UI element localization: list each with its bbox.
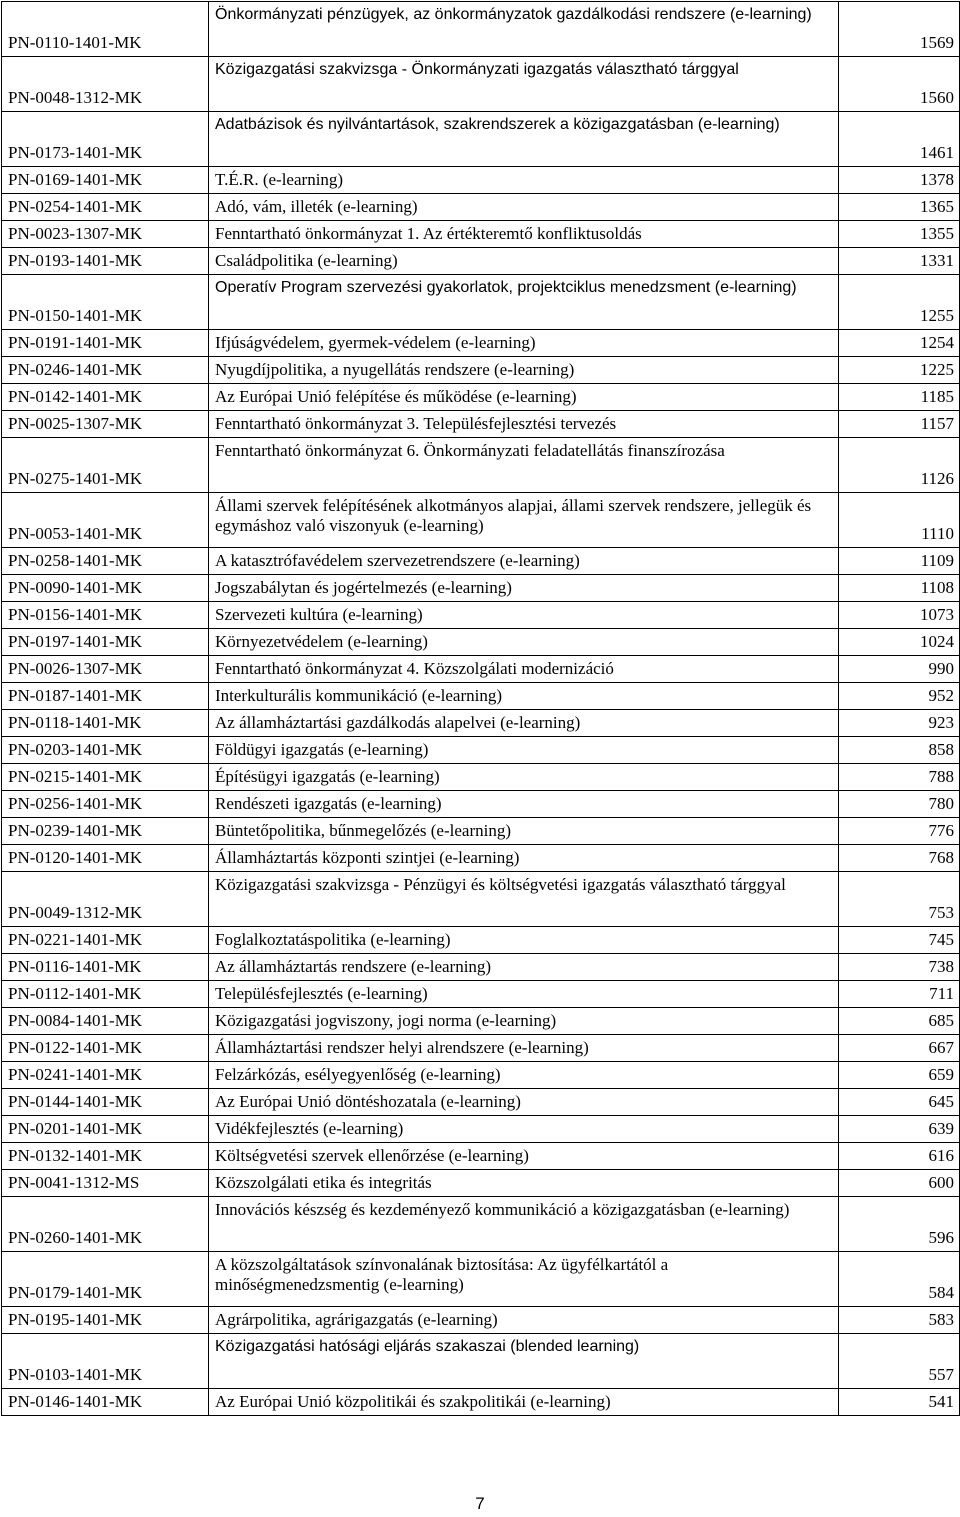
course-title-cell: Közigazgatási szakvizsga - Pénzügyi és költségvetési igazgatás választható tárggyal	[209, 872, 839, 927]
table-row	[2, 357, 960, 384]
course-code-cell: PN-0142-1401-MK	[2, 384, 209, 411]
course-title-cell: Fenntartható önkormányzat 4. Közszolgálati modernizáció	[209, 656, 839, 683]
course-title-cell: Közigazgatási hatósági eljárás szakaszai (blended learning)	[209, 1334, 839, 1389]
course-code-cell: PN-0132-1401-MK	[2, 1143, 209, 1170]
course-title-cell: Interkulturális kommunikáció (e-learning)	[209, 683, 839, 710]
table-row	[2, 818, 960, 845]
table-row	[2, 2, 960, 57]
course-title-cell: Jogszabálytan és jogértelmezés (e-learning)	[209, 575, 839, 602]
table-row	[2, 411, 960, 438]
participant-count-cell: 923	[839, 710, 960, 737]
participant-count-cell: 952	[839, 683, 960, 710]
participant-count-cell: 753	[839, 872, 960, 927]
table-row	[2, 1143, 960, 1170]
participant-count-cell: 1365	[839, 194, 960, 221]
participant-count-cell: 1569	[839, 2, 960, 57]
participant-count-cell: 596	[839, 1197, 960, 1252]
participant-count-cell: 1255	[839, 275, 960, 330]
course-code-cell: PN-0221-1401-MK	[2, 927, 209, 954]
course-code-cell: PN-0118-1401-MK	[2, 710, 209, 737]
course-title-cell: Településfejlesztés (e-learning)	[209, 981, 839, 1008]
course-code-cell: PN-0260-1401-MK	[2, 1197, 209, 1252]
course-title-cell: Fenntartható önkormányzat 1. Az értékteremtő konfliktusoldás	[209, 221, 839, 248]
course-title-cell: Családpolitika (e-learning)	[209, 248, 839, 275]
course-code-cell: PN-0201-1401-MK	[2, 1116, 209, 1143]
table-row	[2, 1089, 960, 1116]
participant-count-cell: 1185	[839, 384, 960, 411]
course-code-cell: PN-0254-1401-MK	[2, 194, 209, 221]
table-row	[2, 954, 960, 981]
table-row	[2, 438, 960, 493]
participant-count-cell: 557	[839, 1334, 960, 1389]
course-code-cell: PN-0112-1401-MK	[2, 981, 209, 1008]
table-row	[2, 112, 960, 167]
participant-count-cell: 600	[839, 1170, 960, 1197]
participant-count-cell: 1110	[839, 493, 960, 548]
course-code-cell: PN-0187-1401-MK	[2, 683, 209, 710]
course-code-cell: PN-0239-1401-MK	[2, 818, 209, 845]
course-title-cell: A közszolgáltatások színvonalának biztosítása: Az ügyfélkartától a minőségmenedzsmentig (e-learning)	[209, 1252, 839, 1307]
course-title-cell: Önkormányzati pénzügyek, az önkormányzatok gazdálkodási rendszere (e-learning)	[209, 2, 839, 57]
participant-count-cell: 788	[839, 764, 960, 791]
table-row	[2, 1197, 960, 1252]
participant-count-cell: 990	[839, 656, 960, 683]
table-row	[2, 1389, 960, 1416]
participant-count-cell: 745	[839, 927, 960, 954]
course-code-cell: PN-0025-1307-MK	[2, 411, 209, 438]
course-table-body	[2, 2, 960, 1416]
course-code-cell: PN-0256-1401-MK	[2, 791, 209, 818]
participant-count-cell: 1560	[839, 57, 960, 112]
course-code-cell: PN-0156-1401-MK	[2, 602, 209, 629]
course-title-cell: Az Európai Unió közpolitikái és szakpolitikái (e-learning)	[209, 1389, 839, 1416]
course-title-cell: Ifjúságvédelem, gyermek-védelem (e-learning)	[209, 330, 839, 357]
course-code-cell: PN-0150-1401-MK	[2, 275, 209, 330]
course-code-cell: PN-0169-1401-MK	[2, 167, 209, 194]
participant-count-cell: 1378	[839, 167, 960, 194]
participant-count-cell: 645	[839, 1089, 960, 1116]
course-title-cell: Agrárpolitika, agrárigazgatás (e-learning)	[209, 1307, 839, 1334]
course-code-cell: PN-0041-1312-MS	[2, 1170, 209, 1197]
course-code-cell: PN-0120-1401-MK	[2, 845, 209, 872]
table-row	[2, 737, 960, 764]
participant-count-cell: 1225	[839, 357, 960, 384]
participant-count-cell: 616	[839, 1143, 960, 1170]
course-code-cell: PN-0241-1401-MK	[2, 1062, 209, 1089]
participant-count-cell: 1254	[839, 330, 960, 357]
course-code-cell: PN-0048-1312-MK	[2, 57, 209, 112]
table-row	[2, 845, 960, 872]
table-row	[2, 194, 960, 221]
course-title-cell: Foglalkoztatáspolitika (e-learning)	[209, 927, 839, 954]
table-row	[2, 384, 960, 411]
table-row	[2, 656, 960, 683]
course-code-cell: PN-0144-1401-MK	[2, 1089, 209, 1116]
participant-count-cell: 667	[839, 1035, 960, 1062]
course-code-cell: PN-0023-1307-MK	[2, 221, 209, 248]
table-row	[2, 1170, 960, 1197]
course-title-cell: Földügyi igazgatás (e-learning)	[209, 737, 839, 764]
course-title-cell: A katasztrófavédelem szervezetrendszere (e-learning)	[209, 548, 839, 575]
participant-count-cell: 1355	[839, 221, 960, 248]
page-number: 7	[475, 1494, 485, 1513]
course-title-cell: Államháztartás központi szintjei (e-learning)	[209, 845, 839, 872]
table-row	[2, 981, 960, 1008]
table-row	[2, 1307, 960, 1334]
course-code-cell: PN-0084-1401-MK	[2, 1008, 209, 1035]
course-title-cell: Innovációs készség és kezdeményező kommunikáció a közigazgatásban (e-learning)	[209, 1197, 839, 1252]
course-title-cell: Állami szervek felépítésének alkotmányos alapjai, állami szervek rendszere, jellegük és egymáshoz való viszonyuk (e-learning)	[209, 493, 839, 548]
course-code-cell: PN-0197-1401-MK	[2, 629, 209, 656]
table-row	[2, 275, 960, 330]
participant-count-cell: 584	[839, 1252, 960, 1307]
course-title-cell: Az Európai Unió döntéshozatala (e-learning)	[209, 1089, 839, 1116]
table-row	[2, 1116, 960, 1143]
course-title-cell: Adó, vám, illeték (e-learning)	[209, 194, 839, 221]
participant-count-cell: 711	[839, 981, 960, 1008]
participant-count-cell: 1461	[839, 112, 960, 167]
participant-count-cell: 583	[839, 1307, 960, 1334]
course-title-cell: Költségvetési szervek ellenőrzése (e-learning)	[209, 1143, 839, 1170]
course-title-cell: Operatív Program szervezési gyakorlatok, projektciklus menedzsment (e-learning)	[209, 275, 839, 330]
course-code-cell: PN-0191-1401-MK	[2, 330, 209, 357]
table-row	[2, 575, 960, 602]
course-table	[1, 1, 960, 1416]
table-row	[2, 493, 960, 548]
course-code-cell: PN-0258-1401-MK	[2, 548, 209, 575]
table-row	[2, 1035, 960, 1062]
table-row	[2, 548, 960, 575]
table-row	[2, 57, 960, 112]
course-title-cell: Fenntartható önkormányzat 3. Településfejlesztési tervezés	[209, 411, 839, 438]
course-title-cell: Az államháztartási gazdálkodás alapelvei (e-learning)	[209, 710, 839, 737]
course-title-cell: Nyugdíjpolitika, a nyugellátás rendszere (e-learning)	[209, 357, 839, 384]
course-code-cell: PN-0246-1401-MK	[2, 357, 209, 384]
table-row	[2, 330, 960, 357]
table-row	[2, 1062, 960, 1089]
course-title-cell: T.É.R. (e-learning)	[209, 167, 839, 194]
table-row	[2, 791, 960, 818]
course-title-cell: Az államháztartás rendszere (e-learning)	[209, 954, 839, 981]
participant-count-cell: 1024	[839, 629, 960, 656]
participant-count-cell: 768	[839, 845, 960, 872]
course-code-cell: PN-0179-1401-MK	[2, 1252, 209, 1307]
course-title-cell: Büntetőpolitika, bűnmegelőzés (e-learning)	[209, 818, 839, 845]
course-title-cell: Az Európai Unió felépítése és működése (e-learning)	[209, 384, 839, 411]
course-code-cell: PN-0193-1401-MK	[2, 248, 209, 275]
participant-count-cell: 1073	[839, 602, 960, 629]
participant-count-cell: 738	[839, 954, 960, 981]
course-code-cell: PN-0203-1401-MK	[2, 737, 209, 764]
participant-count-cell: 639	[839, 1116, 960, 1143]
table-row	[2, 248, 960, 275]
course-code-cell: PN-0053-1401-MK	[2, 493, 209, 548]
course-code-cell: PN-0103-1401-MK	[2, 1334, 209, 1389]
participant-count-cell: 780	[839, 791, 960, 818]
table-row	[2, 1252, 960, 1307]
table-row	[2, 602, 960, 629]
course-title-cell: Szervezeti kultúra (e-learning)	[209, 602, 839, 629]
course-code-cell: PN-0146-1401-MK	[2, 1389, 209, 1416]
table-row	[2, 1008, 960, 1035]
table-row	[2, 1334, 960, 1389]
table-row	[2, 710, 960, 737]
course-code-cell: PN-0049-1312-MK	[2, 872, 209, 927]
course-title-cell: Rendészeti igazgatás (e-learning)	[209, 791, 839, 818]
table-row	[2, 872, 960, 927]
course-title-cell: Államháztartási rendszer helyi alrendszere (e-learning)	[209, 1035, 839, 1062]
course-code-cell: PN-0173-1401-MK	[2, 112, 209, 167]
participant-count-cell: 659	[839, 1062, 960, 1089]
course-code-cell: PN-0110-1401-MK	[2, 2, 209, 57]
course-title-cell: Építésügyi igazgatás (e-learning)	[209, 764, 839, 791]
course-title-cell: Adatbázisok és nyilvántartások, szakrendszerek a közigazgatásban (e-learning)	[209, 112, 839, 167]
course-title-cell: Vidékfejlesztés (e-learning)	[209, 1116, 839, 1143]
table-row	[2, 764, 960, 791]
course-title-cell: Felzárkózás, esélyegyenlőség (e-learning)	[209, 1062, 839, 1089]
course-code-cell: PN-0026-1307-MK	[2, 656, 209, 683]
table-row	[2, 629, 960, 656]
course-code-cell: PN-0116-1401-MK	[2, 954, 209, 981]
course-code-cell: PN-0275-1401-MK	[2, 438, 209, 493]
participant-count-cell: 1126	[839, 438, 960, 493]
participant-count-cell: 776	[839, 818, 960, 845]
participant-count-cell: 541	[839, 1389, 960, 1416]
course-title-cell: Környezetvédelem (e-learning)	[209, 629, 839, 656]
course-title-cell: Fenntartható önkormányzat 6. Önkormányzati feladatellátás finanszírozása	[209, 438, 839, 493]
participant-count-cell: 858	[839, 737, 960, 764]
participant-count-cell: 685	[839, 1008, 960, 1035]
course-title-cell: Közigazgatási jogviszony, jogi norma (e-learning)	[209, 1008, 839, 1035]
participant-count-cell: 1109	[839, 548, 960, 575]
participant-count-cell: 1108	[839, 575, 960, 602]
participant-count-cell: 1331	[839, 248, 960, 275]
table-row	[2, 221, 960, 248]
table-row	[2, 167, 960, 194]
course-code-cell: PN-0215-1401-MK	[2, 764, 209, 791]
course-title-cell: Közigazgatási szakvizsga - Önkormányzati igazgatás választható tárggyal	[209, 57, 839, 112]
course-title-cell: Közszolgálati etika és integritás	[209, 1170, 839, 1197]
course-code-cell: PN-0195-1401-MK	[2, 1307, 209, 1334]
participant-count-cell: 1157	[839, 411, 960, 438]
table-row	[2, 927, 960, 954]
course-code-cell: PN-0122-1401-MK	[2, 1035, 209, 1062]
table-row	[2, 683, 960, 710]
course-code-cell: PN-0090-1401-MK	[2, 575, 209, 602]
